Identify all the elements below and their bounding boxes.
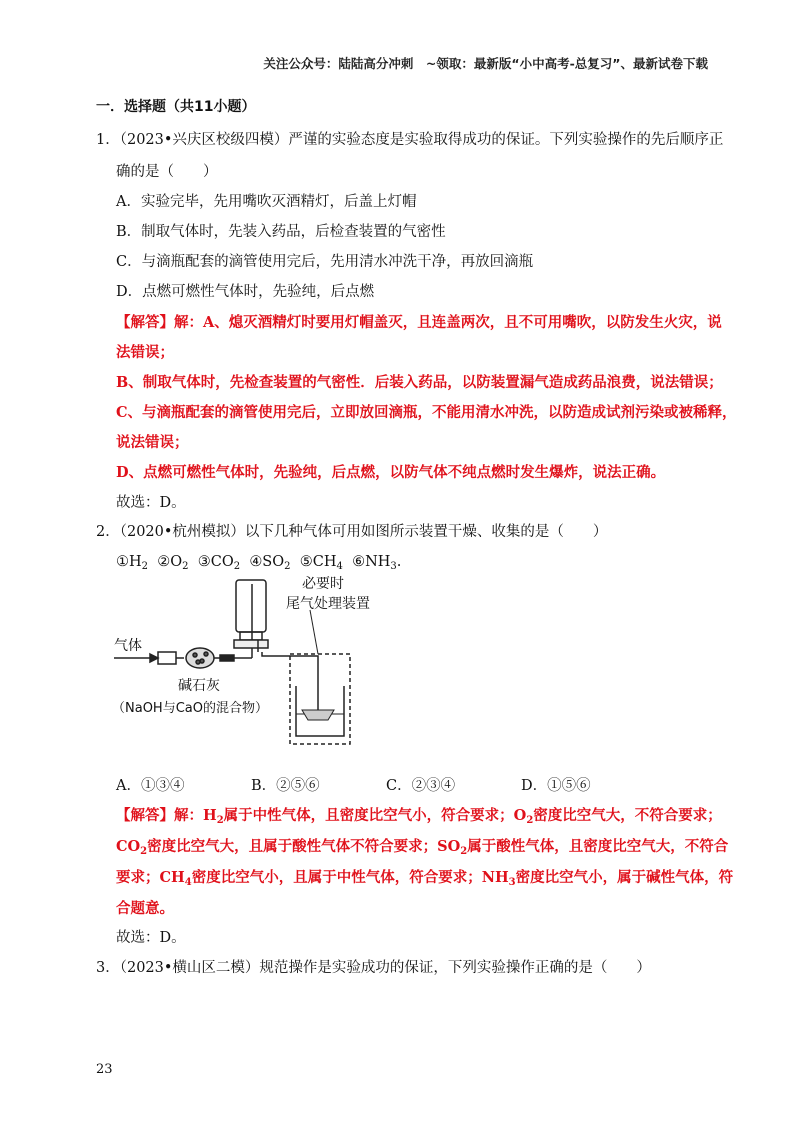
q2-answer-line1: 【解答】解：$H_2$属于中性气体，且密度比空气小，符合要求；$O_2$密度比空气大，不符合要求； xyxy=(116,807,722,826)
q1-answer-line3: B、制取气体时，先检查装置的气密性．后装入药品，以防装置漏气造成药品浪费，说法错误； xyxy=(116,374,723,391)
q2-option-d: D．①⑤⑥ xyxy=(521,778,591,794)
gas-3: ③CO xyxy=(197,554,234,570)
q2-stem: 2．（2020•杭州模拟）以下几种气体可用如图所示装置干燥、收集的是（ ） xyxy=(96,524,608,540)
q1-option-c: C．与滴瓶配套的滴管使用完后，先用清水冲洗干净，再放回滴瓶 xyxy=(116,254,534,270)
page-header: 关注公众号：陆陆高分冲刺 ~领取：最新版“小中高考-总复习”、最新试卷下载 xyxy=(263,56,708,71)
gas-4-sub: 2 xyxy=(284,561,291,572)
q1-answer-line6: D、点燃可燃性气体时，先验纯，后点燃，以防气体不纯点燃时发生爆炸，说法正确。 xyxy=(116,464,666,481)
q1-option-a: A．实验完毕，先用嘴吹灭酒精灯，后盖上灯帽 xyxy=(116,194,417,210)
q3-stem: 3．（2023•横山区二模）规范操作是实验成功的保证，下列实验操作正确的是（ ） xyxy=(96,960,651,976)
gas-1: ①H xyxy=(116,554,142,570)
q1-answer-line5: 说法错误； xyxy=(116,434,189,451)
gas-end: . xyxy=(396,554,402,570)
section-title: 一．选择题（共11小题） xyxy=(96,99,256,115)
tube-stopper-left xyxy=(158,652,176,664)
bottle-neck xyxy=(240,632,262,640)
gas-1-sub: 2 xyxy=(141,561,149,572)
q1-conclusion: 故选：D。 xyxy=(116,495,186,511)
arrow-head xyxy=(150,654,158,662)
funnel xyxy=(302,710,334,720)
q1-answer-line1: 【解答】解：A、熄灭酒精灯时要用灯帽盖灭，且连盖两次，且不可用嘴吹，以防发生火灾，说 xyxy=(116,314,722,331)
bottle-stopper xyxy=(234,640,268,648)
tube-connector xyxy=(220,655,234,661)
apparatus-diagram xyxy=(112,570,412,750)
q1-option-d: D．点燃可燃性气体时，先验纯，后点燃 xyxy=(116,284,375,300)
drying-bulb xyxy=(186,648,214,668)
q1-answer-line2: 法错误； xyxy=(116,344,174,361)
dashed-box xyxy=(290,654,350,744)
q2-answer-line4: 合题意。 xyxy=(116,900,174,917)
q2-option-b: B．②⑤⑥ xyxy=(251,778,320,794)
gas-2-sub: 2 xyxy=(182,561,189,572)
page-number: 23 xyxy=(96,1062,113,1077)
collection-bottle xyxy=(236,580,266,632)
gas-6: ⑥NH xyxy=(352,554,391,570)
q1-option-b: B．制取气体时，先装入药品，后检查装置的气密性 xyxy=(116,224,446,240)
q1-stem-line1: 1．（2023•兴庆区校级四模）严谨的实验态度是实验取得成功的保证。下列实验操作的先后顺序正 xyxy=(96,132,724,148)
gas-6-sub: 3 xyxy=(390,561,397,572)
gas-5: ⑤CH xyxy=(299,554,337,570)
gas-5-sub: 4 xyxy=(336,561,343,572)
reagent-label: 碱石灰 xyxy=(178,678,220,694)
gas-4: ④SO xyxy=(249,554,285,570)
gas-2: ②O xyxy=(157,554,183,570)
note-line1: 必要时 xyxy=(302,576,344,592)
q2-option-a: A．①③④ xyxy=(116,778,185,794)
q1-stem-line2: 确的是（ ） xyxy=(116,164,218,180)
reagent-detail: （NaOH与CaO的混合物） xyxy=(112,701,268,716)
gas-3-sub: 2 xyxy=(233,561,241,572)
q2-answer-line2: $CO_2$密度比空气大，且属于酸性气体不符合要求；$SO_2$属于酸性气体，且密度比空气大，不符合 xyxy=(116,838,729,857)
q2-answer-line3: 要求；$CH_4$密度比空气小，且属于中性气体，符合要求；$NH_3$密度比空气小，属于碱性气体，符 xyxy=(116,869,734,888)
q1-answer-line4: C、与滴瓶配套的滴管使用完后，立即放回滴瓶，不能用清水冲洗，以防造成试剂污染或被稀释， xyxy=(116,404,737,421)
q2-conclusion: 故选：D。 xyxy=(116,930,186,946)
q2-option-c: C．②③④ xyxy=(386,778,456,794)
note-line2: 尾气处理装置 xyxy=(286,596,370,612)
gas-label: 气体 xyxy=(114,638,142,654)
